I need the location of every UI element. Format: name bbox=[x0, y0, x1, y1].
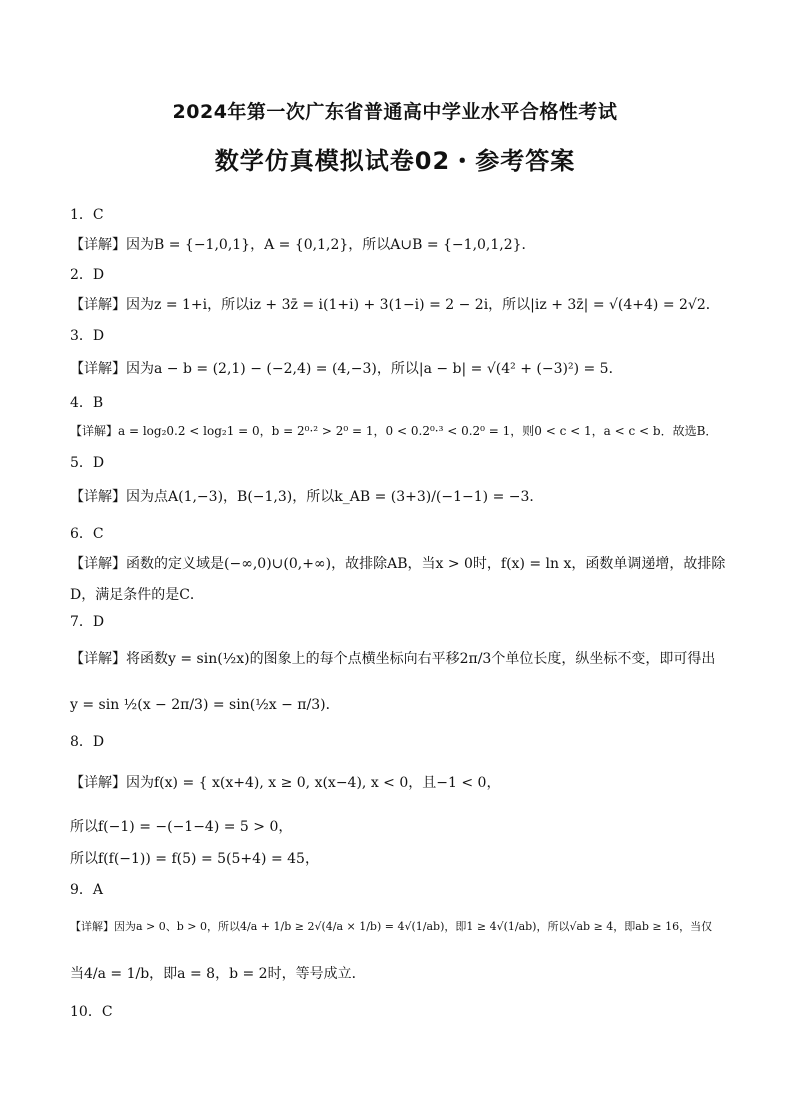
answer-explanation: 当4/a = 1/b，即a = 8，b = 2时，等号成立． bbox=[70, 966, 366, 982]
page-subtitle: 数学仿真模拟试卷02・参考答案 bbox=[214, 147, 576, 175]
answer-explanation: 【详解】因为B = {−1,0,1}，A = {0,1,2}，所以A∪B = {−1,0,1,2}． bbox=[70, 237, 536, 253]
answer-explanation: 【详解】将函数y = sin(½x)的图象上的每个点横坐标向右平移2π/3个单位长度，纵坐标不变，即可得出 bbox=[70, 651, 716, 667]
answer-number: 5．D bbox=[70, 455, 105, 471]
answer-number: 4．B bbox=[70, 395, 104, 411]
answer-number: 3．D bbox=[70, 328, 105, 344]
answer-number: 2．D bbox=[70, 267, 105, 283]
answer-explanation: 【详解】因为点A(1,−3)，B(−1,3)，所以k_AB = (3+3)/(−1−1) = −3． bbox=[70, 489, 544, 505]
answer-number: 1．C bbox=[70, 207, 104, 223]
answer-explanation: D，满足条件的是C． bbox=[70, 587, 204, 603]
answer-number: 7．D bbox=[70, 614, 105, 630]
page-title: 2024年第一次广东省普通高中学业水平合格性考试 bbox=[172, 101, 618, 123]
answer-explanation: 【详解】a = log₂0.2 < log₂1 = 0，b = 2⁰·² > 2⁰ = 1，0 < 0.2⁰·³ < 0.2⁰ = 1，则0 < c < 1，a < c < b．故选B． bbox=[70, 424, 718, 438]
answer-explanation: 所以f(f(−1)) = f(5) = 5(5+4) = 45， bbox=[70, 851, 319, 867]
answer-number: 6．C bbox=[70, 526, 104, 542]
answer-explanation: 【详解】因为f(x) = { x(x+4), x ≥ 0, x(x−4), x < 0，且−1 < 0， bbox=[70, 775, 501, 791]
answer-explanation: 【详解】函数的定义域是(−∞,0)∪(0,+∞)，故排除AB，当x > 0时，f(x) = ln x，函数单调递增，故排除 bbox=[70, 556, 726, 572]
answer-explanation: 所以f(−1) = −(−1−4) = 5 > 0， bbox=[70, 819, 293, 835]
answer-explanation: 【详解】因为a − b = (2,1) − (−2,4) = (4,−3)，所以|a − b| = √(4² + (−3)²) = 5． bbox=[70, 361, 623, 377]
answer-number: 8．D bbox=[70, 734, 105, 750]
answer-explanation: 【详解】因为a > 0、b > 0，所以4/a + 1/b ≥ 2√(4/a × 1/b) = 4√(1/ab)，即1 ≥ 4√(1/ab)，所以√ab ≥ 4，即ab ≥ 16，当仅 bbox=[70, 920, 713, 933]
answer-explanation: y = sin ½(x − 2π/3) = sin(½x − π/3)． bbox=[70, 697, 340, 713]
answer-number: 10．C bbox=[70, 1004, 113, 1020]
answer-explanation: 【详解】因为z = 1+i，所以iz + 3z̄ = i(1+i) + 3(1−i) = 2 − 2i，所以|iz + 3z̄| = √(4+4) = 2√2． bbox=[70, 297, 720, 313]
answer-number: 9．A bbox=[70, 882, 104, 898]
